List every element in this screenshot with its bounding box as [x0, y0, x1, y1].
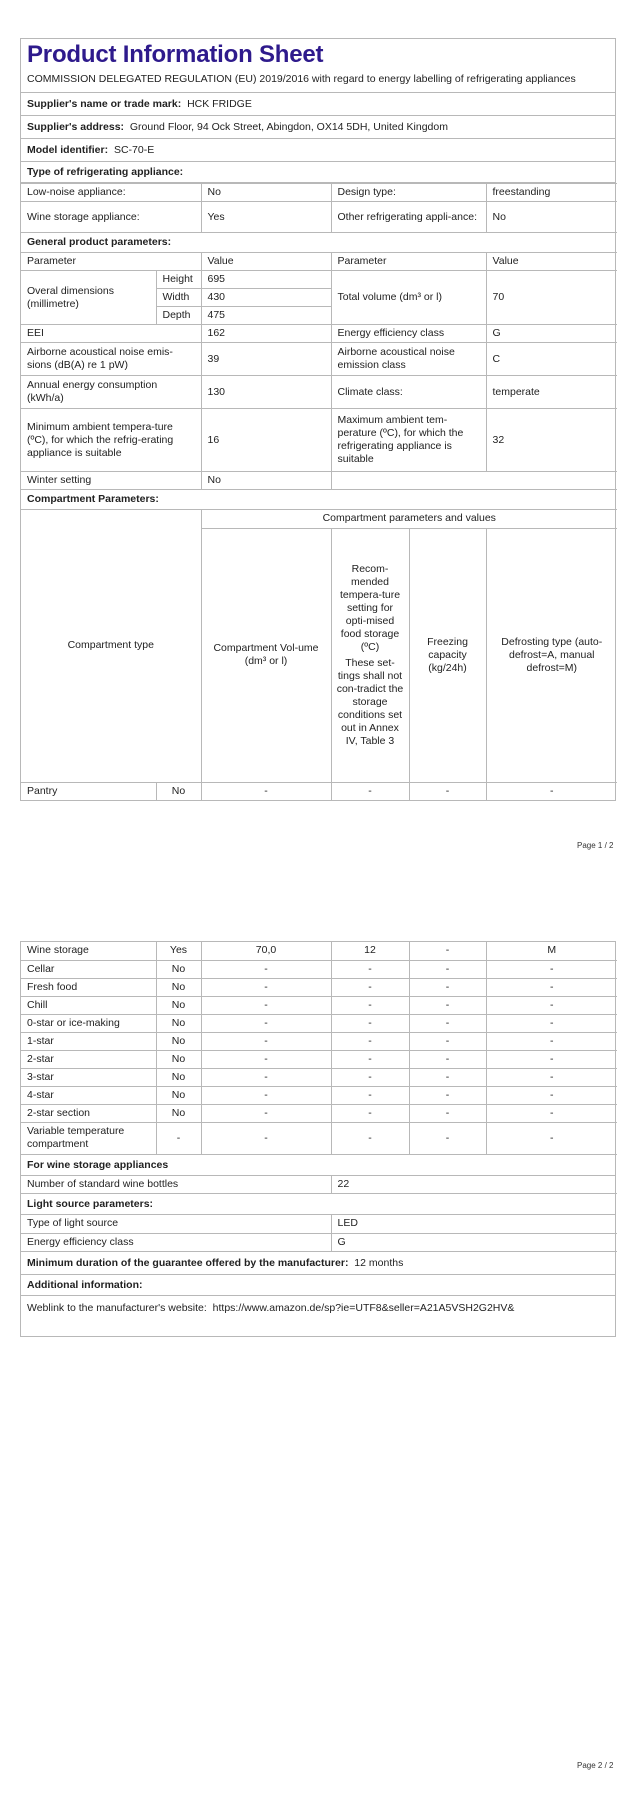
annual-consumption-label: Annual energy consumption (kWh/a) [21, 376, 201, 409]
table-row [21, 1122, 617, 1154]
eei-label: EEI [21, 325, 201, 343]
guarantee-row [21, 1252, 615, 1275]
depth-value: 475 [201, 307, 331, 325]
depth-label: Depth [156, 307, 201, 325]
noise-label: Airborne acoustical noise emis-sions (dB(A) re 1 pW) [21, 343, 201, 376]
page-number-1: Page 1 / 2 [577, 841, 614, 850]
row-volume: - [201, 1068, 331, 1086]
value-header-2: Value [486, 253, 617, 271]
width-label: Width [156, 289, 201, 307]
row-type: Fresh food [21, 978, 156, 996]
row-freezing: - [409, 978, 486, 996]
row-freezing: - [409, 1122, 486, 1154]
row-temp: - [331, 1068, 409, 1086]
supplier-name-row [21, 93, 615, 116]
row-type: 0-star or ice-making [21, 1014, 156, 1032]
table-row [21, 1104, 617, 1122]
row-temp: - [331, 1122, 409, 1154]
row-type: 2-star [21, 1050, 156, 1068]
wine-heading: For wine storage appliances [21, 1155, 615, 1176]
wine-storage-value: Yes [201, 202, 331, 233]
energy-class-label: Energy efficiency class [331, 325, 486, 343]
col-temperature-note: These set-tings shall not con-tradict the storage conditions set out in Annex IV, Table 3 [336, 656, 404, 747]
row-temp: - [331, 996, 409, 1014]
row-present: No [156, 1014, 201, 1032]
min-temp-value: 16 [201, 409, 331, 472]
supplier-address-value: Ground Floor, 94 Ock Street, Abingdon, OX14 5DH, United Kingdom [129, 121, 448, 133]
light-type-value: LED [331, 1215, 617, 1233]
param-header-2: Parameter [331, 253, 486, 271]
row-freezing: - [409, 782, 486, 800]
param-header: Parameter [21, 253, 201, 271]
min-temp-label: Minimum ambient tempera-ture (ºC), for which the refrig-erating appliance is suitable [21, 409, 201, 472]
row-freezing: - [409, 1068, 486, 1086]
row-volume: - [201, 978, 331, 996]
row-freezing: - [409, 996, 486, 1014]
light-type-label: Type of light source [21, 1215, 331, 1233]
row-volume: - [201, 1104, 331, 1122]
row-temp: - [331, 960, 409, 978]
model-identifier-value: SC-70-E [113, 144, 155, 156]
row-freezing: - [409, 1014, 486, 1032]
table-row [21, 1014, 617, 1032]
row-volume: 70,0 [201, 942, 331, 960]
row-volume: - [201, 960, 331, 978]
table-row [21, 1068, 617, 1086]
annual-consumption-value: 130 [201, 376, 331, 409]
row-type: 4-star [21, 1086, 156, 1104]
row-defrost: - [486, 960, 617, 978]
low-noise-label: Low-noise appliance: [21, 184, 201, 202]
row-type: Variable temperature compartment [21, 1122, 156, 1154]
row-present: No [156, 960, 201, 978]
row-type: Wine storage [21, 942, 156, 960]
row-freezing: - [409, 960, 486, 978]
row-defrost: - [486, 996, 617, 1014]
row-volume: - [201, 1032, 331, 1050]
row-defrost: - [486, 1122, 617, 1154]
weblink-row [21, 1296, 615, 1336]
table-row [21, 1086, 617, 1104]
col-freezing: Freezing capacity (kg/24h) [409, 528, 486, 782]
col-defrost: Defrosting type (auto-defrost=A, manual defrost=M) [486, 528, 617, 782]
col-temperature-main: Recom-mended tempera-ture setting for opti-mised food storage (ºC) [339, 562, 401, 653]
noise-class-label: Airborne acoustical noise emission class [331, 343, 486, 376]
col-compartment-type: Compartment type [21, 510, 201, 782]
eei-value: 162 [201, 325, 331, 343]
row-temp: - [331, 978, 409, 996]
row-present: Yes [156, 942, 201, 960]
page-2 [20, 941, 616, 1337]
general-heading: General product parameters: [21, 233, 617, 253]
climate-class-label: Climate class: [331, 376, 486, 409]
row-present: No [156, 1068, 201, 1086]
row-present: No [156, 1050, 201, 1068]
noise-value: 39 [201, 343, 331, 376]
page-number-2: Page 2 / 2 [577, 1761, 614, 1770]
light-class-label: Energy efficiency class [21, 1233, 331, 1251]
winter-setting-label: Winter setting [21, 472, 201, 490]
row-type: 2-star section [21, 1104, 156, 1122]
total-volume-label: Total volume (dm³ or l) [331, 271, 486, 325]
row-temp: - [331, 782, 409, 800]
supplier-address-row [21, 116, 615, 139]
max-temp-value: 32 [486, 409, 617, 472]
max-temp-label: Maximum ambient tem-perature (ºC), for which the refrigerating appliance is suitable [331, 409, 486, 472]
row-present: No [156, 978, 201, 996]
other-appliance-label: Other refrigerating appli-ance: [331, 202, 486, 233]
compartment-table-page2 [21, 942, 617, 1155]
col-group-header: Compartment parameters and values [201, 510, 617, 528]
row-volume: - [201, 782, 331, 800]
guarantee-value: 12 months [354, 1256, 404, 1269]
row-present: No [156, 782, 201, 800]
page-title: Product Information Sheet [27, 41, 324, 68]
row-volume: - [201, 996, 331, 1014]
model-identifier-label: Model identifier: [27, 144, 109, 156]
type-table [21, 183, 617, 510]
table-row [21, 996, 617, 1014]
compartment-heading: Compartment Parameters: [21, 490, 617, 510]
table-row [21, 782, 617, 800]
compartment-table-page1 [21, 510, 617, 800]
row-defrost: - [486, 782, 617, 800]
additional-heading: Additional information: [21, 1275, 615, 1296]
light-class-value: G [331, 1233, 617, 1251]
supplier-address-label: Supplier's address: [27, 121, 125, 133]
row-freezing: - [409, 1032, 486, 1050]
dimensions-label: Overal dimensions (millimetre) [21, 271, 156, 325]
type-heading: Type of refrigerating appliance: [21, 162, 615, 183]
wine-table [21, 1176, 617, 1195]
wine-bottles-label: Number of standard wine bottles [21, 1176, 331, 1194]
col-volume: Compartment Vol-ume (dm³ or l) [201, 528, 331, 782]
design-type-label: Design type: [331, 184, 486, 202]
row-temp: - [331, 1104, 409, 1122]
page-1 [20, 38, 616, 801]
row-defrost: - [486, 1104, 617, 1122]
row-defrost: - [486, 1086, 617, 1104]
height-label: Height [156, 271, 201, 289]
table-row [21, 978, 617, 996]
other-appliance-value: No [486, 202, 617, 233]
design-type-value: freestanding [486, 184, 617, 202]
row-volume: - [201, 1086, 331, 1104]
row-type: Chill [21, 996, 156, 1014]
regulation-text: COMMISSION DELEGATED REGULATION (EU) 2019/2016 with regard to energy labelling of refrigerating appliances [21, 69, 615, 93]
row-type: 1-star [21, 1032, 156, 1050]
row-defrost: - [486, 1050, 617, 1068]
table-row [21, 942, 617, 960]
row-temp: - [331, 1014, 409, 1032]
row-defrost: - [486, 1014, 617, 1032]
low-noise-value: No [201, 184, 331, 202]
row-present: - [156, 1122, 201, 1154]
weblink-label: Weblink to the manufacturer's website: [27, 1301, 207, 1314]
row-defrost: - [486, 1032, 617, 1050]
row-volume: - [201, 1014, 331, 1032]
row-temp: - [331, 1050, 409, 1068]
winter-setting-value: No [201, 472, 331, 490]
row-present: No [156, 1104, 201, 1122]
wine-storage-label: Wine storage appliance: [21, 202, 201, 233]
row-freezing: - [409, 1050, 486, 1068]
supplier-name-label: Supplier's name or trade mark: [27, 98, 182, 110]
row-temp: 12 [331, 942, 409, 960]
width-value: 430 [201, 289, 331, 307]
guarantee-label: Minimum duration of the guarantee offered by the manufacturer: [27, 1256, 349, 1269]
row-freezing: - [409, 1104, 486, 1122]
light-table [21, 1215, 617, 1252]
height-value: 695 [201, 271, 331, 289]
model-identifier-row [21, 139, 615, 162]
row-type: 3-star [21, 1068, 156, 1086]
row-volume: - [201, 1050, 331, 1068]
energy-class-value: G [486, 325, 617, 343]
row-present: No [156, 996, 201, 1014]
total-volume-value: 70 [486, 271, 617, 325]
table-row [21, 960, 617, 978]
row-present: No [156, 1032, 201, 1050]
light-heading: Light source parameters: [21, 1194, 615, 1215]
climate-class-value: temperate [486, 376, 617, 409]
wine-bottles-value: 22 [331, 1176, 617, 1194]
table-row [21, 1050, 617, 1068]
row-freezing: - [409, 942, 486, 960]
row-type: Cellar [21, 960, 156, 978]
value-header: Value [201, 253, 331, 271]
supplier-name-value: HCK FRIDGE [187, 98, 252, 110]
row-freezing: - [409, 1086, 486, 1104]
noise-class-value: C [486, 343, 617, 376]
row-temp: - [331, 1032, 409, 1050]
row-type: Pantry [21, 782, 156, 800]
row-defrost: M [486, 942, 617, 960]
row-temp: - [331, 1086, 409, 1104]
row-present: No [156, 1086, 201, 1104]
row-defrost: - [486, 1068, 617, 1086]
row-defrost: - [486, 978, 617, 996]
weblink-value[interactable]: https://www.amazon.de/sp?ie=UTF8&seller=A21A5VSH2G2HV& [212, 1301, 515, 1314]
row-volume: - [201, 1122, 331, 1154]
table-row [21, 1032, 617, 1050]
col-temperature [331, 528, 409, 782]
